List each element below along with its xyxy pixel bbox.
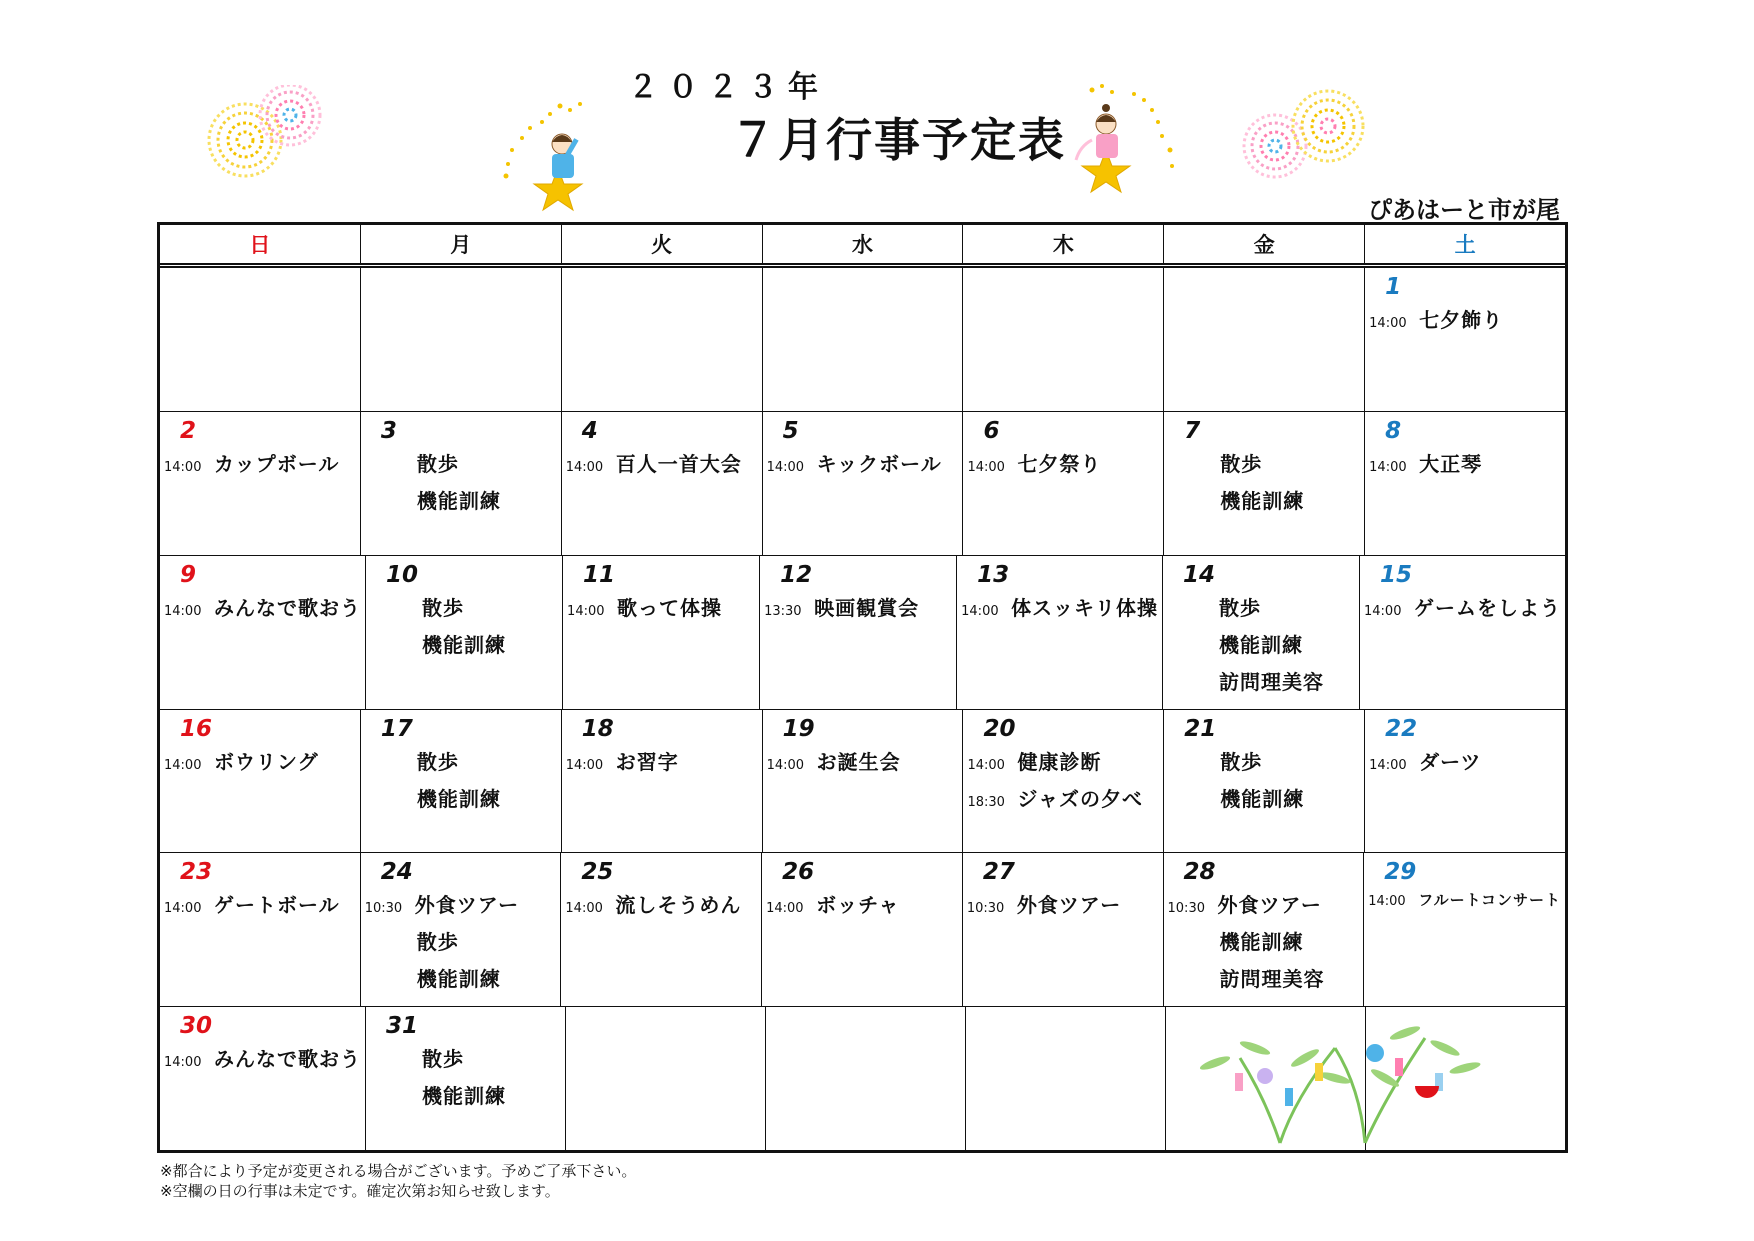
event-item	[1168, 889, 1360, 926]
calendar-day-cell	[160, 268, 361, 411]
calendar-week	[160, 709, 1565, 853]
day-number	[986, 1013, 1161, 1043]
day-number: 3	[380, 417, 397, 444]
event-time: 14:00	[961, 603, 999, 619]
event-time: 14:00	[967, 757, 1005, 773]
day-number	[582, 274, 758, 304]
day-number: 13	[977, 561, 1010, 588]
event-time: 14:00	[967, 459, 1005, 475]
day-number: 29	[1384, 859, 1417, 886]
day-number: 8	[1385, 417, 1402, 444]
calendar-day-cell	[763, 412, 964, 555]
event-name: 映画観賞会	[814, 595, 920, 620]
calendar-day-cell	[957, 556, 1163, 709]
day-number: 15	[1380, 561, 1413, 588]
weekday-tuesday: 火	[562, 225, 763, 263]
event-time: 14:00	[1368, 894, 1406, 910]
event-name: ボウリング	[214, 749, 319, 774]
event-item	[767, 448, 959, 485]
event-time: 14:00	[567, 603, 605, 619]
calendar-day-cell	[763, 710, 964, 853]
event-time: 14:00	[766, 459, 805, 475]
event-name: 機能訓練	[416, 786, 501, 811]
event-time: 18:30	[967, 794, 1005, 810]
calendar-day-cell	[366, 1007, 566, 1150]
event-item	[1369, 448, 1561, 485]
day-number	[783, 274, 959, 304]
calendar-grid	[157, 222, 1568, 1153]
calendar-day-cell	[1164, 268, 1365, 411]
event-time: 14:00	[766, 757, 805, 773]
event-name: みんなで歌おう	[214, 1047, 361, 1072]
event-name: 大正琴	[1419, 451, 1483, 476]
weekday-saturday: 土	[1454, 233, 1476, 257]
event-name: 機能訓練	[1220, 786, 1305, 811]
calendar-day-cell	[160, 1007, 366, 1150]
calendar-day-cell	[361, 268, 562, 411]
event-name: 散歩	[416, 930, 459, 955]
calendar-day-cell	[766, 1007, 966, 1150]
event-name: ジャズの夕べ	[1017, 786, 1144, 811]
event-item	[1369, 304, 1561, 341]
calendar-day-cell	[966, 1007, 1166, 1150]
event-item	[1364, 592, 1561, 629]
calendar-day-cell	[361, 710, 562, 853]
day-number: 27	[982, 859, 1015, 886]
event-item	[567, 592, 755, 629]
event-time: 14:00	[164, 459, 202, 475]
event-item	[767, 746, 959, 783]
event-name: 散歩	[1220, 451, 1263, 476]
event-name: 外食ツアー	[414, 893, 520, 918]
calendar-week	[160, 411, 1565, 555]
event-item	[164, 746, 356, 783]
day-number: 4	[581, 417, 598, 444]
event-name: 機能訓練	[1219, 930, 1304, 955]
calendar-day-cell	[561, 853, 762, 1006]
day-number: 14	[1182, 561, 1215, 588]
weekday-header	[160, 225, 1565, 268]
day-number: 1	[1385, 274, 1402, 300]
calendar-day-cell	[361, 853, 562, 1006]
calendar-day-cell	[963, 268, 1164, 411]
event-name: ボッチャ	[816, 893, 900, 918]
weekday-thursday: 木	[963, 225, 1164, 263]
event-name: 散歩	[416, 451, 459, 476]
event-item	[565, 889, 757, 926]
page-title: ７月行事予定表	[730, 113, 1066, 167]
event-item	[766, 889, 958, 926]
calendar-day-cell	[1364, 853, 1565, 1006]
event-name: 外食ツアー	[1016, 893, 1122, 918]
event-name: 流しそうめん	[615, 893, 742, 918]
event-time: 14:00	[164, 901, 202, 917]
calendar-week	[160, 268, 1565, 411]
calendar-day-cell	[1365, 412, 1565, 555]
event-item	[967, 448, 1159, 485]
event-name: 散歩	[1220, 749, 1263, 774]
event-name: 外食ツアー	[1217, 893, 1322, 918]
event-item	[967, 889, 1159, 926]
calendar-day-cell	[1365, 710, 1565, 853]
calendar-day-cell	[562, 710, 763, 853]
bamboo-tanabata-icon	[1185, 1018, 1485, 1148]
event-item	[164, 448, 356, 485]
calendar-day-cell	[361, 412, 562, 555]
event-time: 14:00	[164, 1055, 202, 1071]
event-item	[164, 1043, 361, 1080]
event-name: 百人一首大会	[615, 451, 742, 476]
event-name: 訪問理美容	[1218, 669, 1324, 694]
event-name: 機能訓練	[1220, 488, 1305, 513]
day-number: 9	[180, 561, 197, 588]
day-number: 18	[581, 715, 614, 742]
event-name: お誕生会	[816, 749, 901, 774]
event-name: 機能訓練	[422, 1084, 506, 1109]
event-name: 散歩	[416, 749, 459, 774]
event-time: 14:00	[565, 459, 604, 475]
calendar-day-cell	[160, 853, 361, 1006]
day-number: 28	[1183, 859, 1216, 886]
event-time: 14:00	[565, 901, 603, 917]
weekday-sunday: 日	[160, 225, 361, 263]
fireworks-left-icon	[205, 85, 325, 180]
event-name: お習字	[615, 749, 679, 774]
event-item	[967, 746, 1159, 783]
day-number	[786, 1013, 961, 1043]
calendar-day-cell	[963, 412, 1164, 555]
day-number: 24	[380, 859, 413, 886]
event-item	[164, 889, 356, 926]
calendar-day-cell	[562, 268, 763, 411]
day-number: 11	[583, 561, 616, 588]
event-item	[967, 783, 1159, 820]
day-number: 16	[180, 715, 213, 742]
day-number: 21	[1184, 715, 1217, 742]
calendar-day-cell	[566, 1007, 766, 1150]
day-number: 31	[386, 1013, 419, 1040]
event-item	[365, 889, 557, 926]
event-name: 機能訓練	[422, 632, 506, 657]
calendar-day-cell	[160, 412, 361, 555]
event-time: 14:00	[766, 901, 804, 917]
weekday-friday: 金	[1164, 225, 1365, 263]
calendar-day-cell	[762, 853, 963, 1006]
event-time: 10:30	[364, 901, 403, 917]
day-number: 17	[380, 715, 413, 742]
event-time: 10:30	[1167, 901, 1205, 917]
event-time: 14:00	[1369, 757, 1407, 773]
day-number: 5	[782, 417, 799, 444]
note-line-1: ※都合により予定が変更される場合がございます。予めご了承下さい。	[160, 1162, 637, 1180]
note-line-2: ※空欄の日の行事は未定です。確定次第お知らせ致します。	[160, 1182, 560, 1200]
event-name: ダーツ	[1419, 749, 1482, 774]
event-time: 14:00	[1369, 316, 1407, 331]
calendar-day-cell	[160, 710, 361, 853]
day-number	[180, 274, 356, 304]
orihime-on-star-icon	[1072, 80, 1182, 195]
event-item	[566, 448, 758, 485]
day-number	[381, 274, 557, 304]
facility-name: ぴあはーと市が尾	[1368, 196, 1560, 224]
weekday-wednesday: 水	[763, 225, 964, 263]
event-name: 健康診断	[1017, 749, 1102, 774]
event-time: 10:30	[966, 901, 1005, 917]
page-year: ２０２３年	[628, 70, 828, 105]
event-item	[164, 592, 361, 629]
calendar-day-cell	[963, 710, 1164, 853]
event-name: 機能訓練	[416, 488, 501, 513]
event-name: 機能訓練	[1218, 632, 1303, 657]
event-time: 14:00	[164, 757, 202, 773]
day-number: 30	[180, 1013, 213, 1040]
calendar-day-cell	[1360, 556, 1565, 709]
event-item	[764, 592, 952, 629]
day-number: 20	[983, 715, 1016, 742]
calendar-week	[160, 555, 1565, 709]
day-number: 23	[180, 859, 213, 886]
day-number: 22	[1385, 715, 1418, 742]
event-name: ゲートボール	[214, 893, 340, 918]
day-number	[983, 274, 1159, 304]
event-name: 機能訓練	[416, 967, 501, 992]
event-time: 14:00	[565, 757, 604, 773]
day-number	[586, 1013, 761, 1043]
calendar-day-cell	[1164, 412, 1365, 555]
calendar-day-cell	[763, 268, 964, 411]
event-time: 14:00	[1364, 603, 1402, 619]
day-number: 10	[386, 561, 419, 588]
event-name: 七夕飾り	[1419, 308, 1504, 332]
event-time: 13:30	[764, 603, 802, 619]
event-name: 七夕祭り	[1017, 451, 1102, 476]
day-number: 25	[581, 859, 614, 886]
event-name: 散歩	[422, 1047, 464, 1072]
day-number: 19	[782, 715, 815, 742]
event-name: 散歩	[1218, 595, 1261, 620]
event-name: 散歩	[422, 595, 464, 620]
hikoboshi-on-star-icon	[500, 98, 600, 213]
calendar-day-cell	[160, 556, 366, 709]
calendar-day-cell	[562, 412, 763, 555]
event-name: フルートコンサート	[1418, 891, 1562, 910]
day-number: 7	[1184, 417, 1201, 444]
event-name: 訪問理美容	[1219, 967, 1325, 992]
event-name: カップボール	[214, 451, 340, 476]
day-number	[1184, 274, 1360, 304]
calendar-day-cell	[563, 556, 760, 709]
calendar-week	[160, 852, 1565, 1006]
event-name: みんなで歌おう	[214, 595, 361, 620]
day-number: 26	[782, 859, 815, 886]
event-name: キックボール	[816, 451, 942, 476]
event-name: 体スッキリ体操	[1011, 595, 1158, 620]
calendar-day-cell	[1164, 710, 1365, 853]
event-time: 14:00	[164, 603, 202, 619]
event-item	[961, 592, 1158, 629]
weekday-monday: 月	[361, 225, 562, 263]
event-time: 14:00	[1369, 459, 1407, 475]
calendar-day-cell	[1163, 556, 1360, 709]
day-number: 6	[983, 417, 1000, 444]
day-number: 2	[180, 417, 197, 444]
calendar-day-cell	[1365, 268, 1565, 411]
calendar-day-cell	[963, 853, 1164, 1006]
calendar-day-cell	[366, 556, 563, 709]
event-name: ゲームをしよう	[1414, 595, 1561, 620]
fireworks-right-icon	[1240, 88, 1370, 188]
day-number: 12	[780, 561, 813, 588]
calendar-day-cell	[1164, 853, 1365, 1006]
event-item	[566, 746, 758, 783]
event-item	[1368, 889, 1561, 926]
event-name: 歌って体操	[617, 595, 723, 620]
event-item	[1369, 746, 1561, 783]
calendar-day-cell	[760, 556, 957, 709]
